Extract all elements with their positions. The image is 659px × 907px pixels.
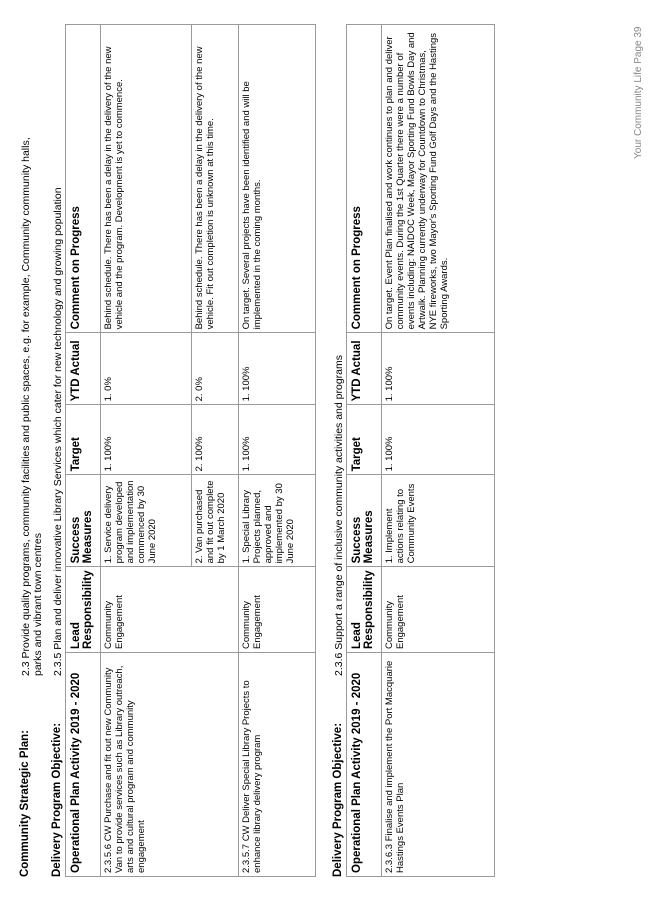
table-row	[382, 25, 495, 877]
ytd-cell: 2. 0%	[192, 333, 239, 405]
measure-cell: 1. Service delivery program developed and implementation commenced by 30 June 2020	[101, 475, 192, 567]
header-measures: Success Measures	[347, 475, 382, 567]
measure-cell: 1. Implement actions relating to Community Events	[382, 475, 495, 567]
activity-cell: 2.3.5.7 CW Deliver Special Library Projects to enhance library delivery program	[239, 653, 316, 877]
activity-cell: 2.3.6.3 Finalise and implement the Port Macquarie Hastings Events Plan	[382, 653, 495, 877]
strategic-plan-text: 2.3 Provide quality programs, community facilities and public spaces, e.g. for example, Community community halls, parks and vibrant town centres	[20, 137, 44, 676]
comment-cell: Behind schedule. There has been a delay in the delivery of the new vehicle. Fit out completion is unknown at this time.	[192, 25, 239, 333]
header-activity: Operational Plan Activity 2019 - 2020	[347, 653, 382, 877]
target-cell: 1. 100%	[239, 405, 316, 475]
comment-cell: Behind schedule. There has been a delay in the delivery of the new vehicle and the program. Development is yet to commence.	[101, 25, 192, 333]
target-cell: 1. 100%	[101, 405, 192, 475]
target-cell: 2. 100%	[192, 405, 239, 475]
lead-cell: Community Engagement	[101, 567, 239, 653]
ytd-cell: 1. 0%	[101, 333, 192, 405]
comment-cell: On target. Several projects have been identified and will be implemented in the coming months.	[239, 25, 316, 333]
ytd-cell: 1. 100%	[239, 333, 316, 405]
page-number-label: Your Community Life Page 39	[633, 26, 644, 159]
objective-text-1: 2.3.5 Plan and deliver innovative Library Services which cater for new technology and growing population	[52, 187, 64, 676]
table-header-row	[347, 25, 382, 877]
comment-cell: On target. Event Plan finalised and work continues to plan and deliver community events. During the 1st Quarter there were a number of events including: NAIDOC Week, Mayor Sporting Fund Bowls Day and Artwalk. Planning currently underway for Countdown to Christmas, NYE fireworks, two Mayor's Sporting Fund Golf Days and the Hastings Sporting Awards.	[382, 25, 495, 333]
header-activity: Operational Plan Activity 2019 - 2020	[66, 653, 101, 877]
header-ytd: YTD Actual	[347, 333, 382, 405]
strategic-plan-label: Community Strategic Plan:	[19, 730, 31, 877]
objective-text-2: 2.3.6 Support a range of inclusive community activities and programs	[333, 355, 345, 676]
activity-cell: 2.3.5.6 CW Purchase and fit out new Community Van to provide services such as Library outreach, arts and cultural program and community engagement	[101, 653, 239, 877]
objective-label-1: Delivery Program Objective:	[51, 722, 63, 877]
measure-cell: 1. Special Library Projects planned, approved and implemented by 30 June 2020	[239, 475, 316, 567]
header-comment: Comment on Progress	[66, 25, 101, 333]
lead-cell: Community Engagement	[239, 567, 316, 653]
table-row	[101, 25, 192, 877]
measure-cell: 2. Van purchased and fit out complete by 1 March 2020	[192, 475, 239, 567]
lead-cell: Community Engagement	[382, 567, 495, 653]
header-target: Target	[347, 405, 382, 475]
table-row	[239, 25, 316, 877]
table-header-row	[66, 25, 101, 877]
header-target: Target	[66, 405, 101, 475]
activity-table-1	[65, 24, 316, 877]
target-cell: 1. 100%	[382, 405, 495, 475]
header-lead: Lead Responsibility	[347, 567, 382, 653]
header-lead: Lead Responsibility	[66, 567, 101, 653]
header-ytd: YTD Actual	[66, 333, 101, 405]
header-comment: Comment on Progress	[347, 25, 382, 333]
objective-label-2: Delivery Program Objective:	[332, 722, 344, 877]
ytd-cell: 1. 100%	[382, 333, 495, 405]
header-measures: Success Measures	[66, 475, 101, 567]
activity-table-2	[346, 24, 495, 877]
